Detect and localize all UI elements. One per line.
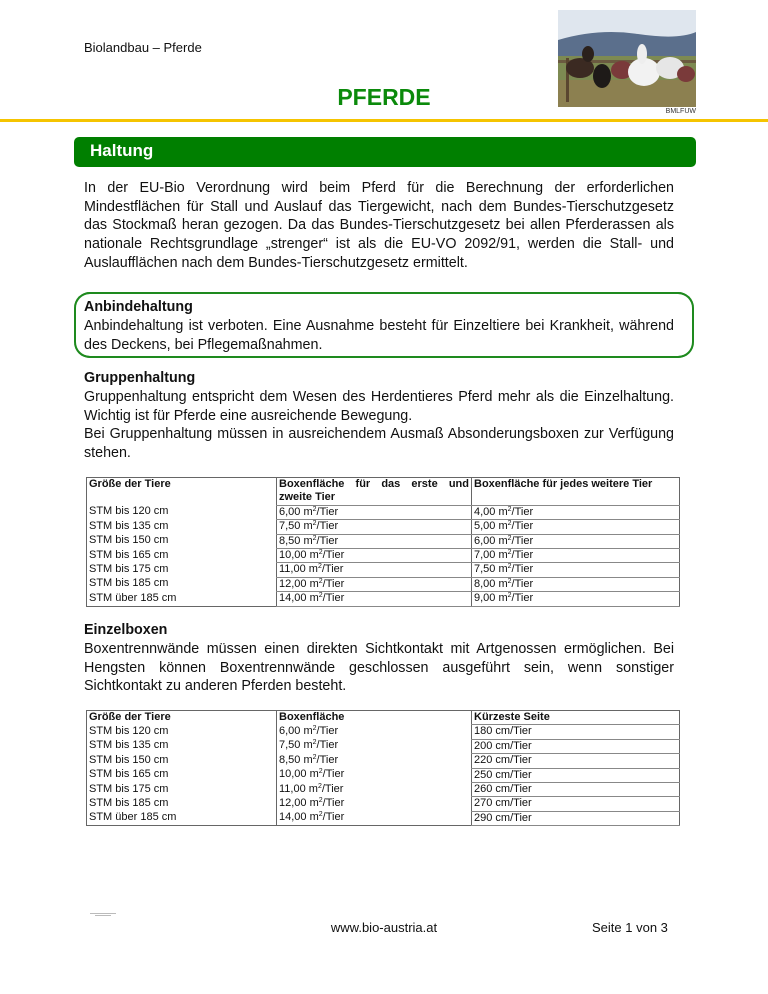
cell-further: [472, 534, 680, 548]
unit: /Tier: [511, 592, 534, 605]
cell-size: STM bis 175 cm: [87, 563, 277, 577]
cell-further: [472, 577, 680, 591]
table-row: [87, 768, 680, 782]
column-header-shortest-side: Kürzeste Seite: [472, 711, 680, 725]
cell-further: [472, 505, 680, 519]
unit: /Tier: [322, 577, 345, 590]
superscript: 2: [318, 768, 323, 776]
gruppenhaltung-paragraph-1: Gruppenhaltung entspricht dem Wesen des Herdentieres Pferd mehr als die Einzelhaltung. Wichtig ist für Pferde eine ausreichende Bewegung.: [84, 389, 674, 424]
cell-size: STM bis 150 cm: [87, 534, 277, 548]
superscript: 2: [507, 549, 512, 557]
superscript: 2: [312, 724, 317, 732]
cell-first-second: [277, 534, 472, 548]
cell-area-value: 14,00 m: [279, 811, 319, 824]
header-divider: [0, 119, 768, 122]
unit: /Tier: [322, 811, 345, 824]
cell-first-second-value: 11,00 m: [279, 563, 318, 576]
superscript: 2: [312, 753, 317, 761]
cell-shortest-side: 220 cm/Tier: [472, 754, 680, 768]
cell-size: STM bis 135 cm: [87, 520, 277, 534]
unit: /Tier: [322, 796, 345, 809]
unit: /Tier: [511, 549, 534, 562]
unit: /Tier: [322, 768, 345, 781]
cell-further: [472, 592, 680, 606]
page-title: PFERDE: [337, 84, 431, 110]
single-box-table: [86, 710, 680, 826]
unit: /Tier: [316, 520, 339, 533]
table-row: [87, 754, 680, 768]
footer-website-link[interactable]: www.bio-austria.at: [330, 920, 438, 935]
cell-first-second-value: 12,00 m: [279, 577, 319, 590]
einzelboxen-body: Boxentrennwände müssen einen direkten Sichtkontakt mit Artgenossen ermöglichen. Bei Hengsten können Boxentrennwände geschlossen ausgeführt sein, wenn sonstiger Sichtkontakt zu anderen Pferden besteht.: [84, 641, 674, 695]
cell-area: [277, 754, 472, 768]
cell-further-value: 7,00 m: [474, 549, 508, 562]
column-header-area: Boxenfläche: [277, 711, 472, 725]
cell-size: STM bis 120 cm: [87, 505, 277, 519]
table-row: [87, 725, 680, 739]
cell-further: [472, 520, 680, 534]
superscript: 2: [317, 782, 322, 790]
cell-further-value: 6,00 m: [474, 534, 508, 547]
cell-size: STM über 185 cm: [87, 811, 277, 825]
gruppenhaltung-body: [84, 388, 674, 463]
column-header-size: Größe der Tiere: [87, 478, 277, 506]
table-row: [87, 520, 680, 534]
cell-first-second-value: 14,00 m: [279, 592, 319, 605]
cell-size: STM bis 120 cm: [87, 725, 277, 739]
superscript: 2: [317, 563, 322, 571]
cell-further-value: 9,00 m: [474, 592, 508, 605]
cell-further: [472, 549, 680, 563]
superscript: 2: [507, 505, 512, 513]
unit: /Tier: [316, 534, 339, 547]
unit: /Tier: [511, 563, 534, 576]
table-header-row: [87, 711, 680, 725]
gruppenhaltung-paragraph-2: Bei Gruppenhaltung müssen in ausreichendem Ausmaß Absonderungsboxen zur Verfügung stehen.: [84, 426, 674, 462]
unit: /Tier: [321, 782, 344, 795]
cell-size: STM bis 135 cm: [87, 739, 277, 753]
unit: /Tier: [316, 724, 339, 737]
superscript: 2: [312, 520, 317, 528]
cell-size: STM bis 175 cm: [87, 783, 277, 797]
gruppenhaltung-heading: Gruppenhaltung: [84, 370, 196, 386]
footer-fineprint: [90, 913, 116, 918]
superscript: 2: [312, 534, 317, 542]
table-row: [87, 563, 680, 577]
cell-area-value: 12,00 m: [279, 796, 319, 809]
cell-further: [472, 563, 680, 577]
unit: /Tier: [511, 505, 534, 518]
superscript: 2: [318, 549, 323, 557]
unit: /Tier: [322, 549, 345, 562]
cell-first-second-value: 10,00 m: [279, 549, 319, 562]
cell-further-value: 8,00 m: [474, 577, 508, 590]
cell-shortest-side: 260 cm/Tier: [472, 783, 680, 797]
cell-area-value: 10,00 m: [279, 768, 319, 781]
unit: /Tier: [511, 577, 534, 590]
cell-size: STM bis 150 cm: [87, 754, 277, 768]
cell-shortest-side: 180 cm/Tier: [472, 725, 680, 739]
cell-shortest-side: 270 cm/Tier: [472, 797, 680, 811]
cell-further-value: 4,00 m: [474, 505, 508, 518]
unit: /Tier: [511, 520, 534, 533]
superscript: 2: [318, 796, 323, 804]
cell-first-second-value: 7,50 m: [279, 520, 313, 533]
table-row: [87, 592, 680, 606]
cell-area: [277, 797, 472, 811]
superscript: 2: [318, 592, 323, 600]
einzelboxen-heading: Einzelboxen: [84, 622, 168, 638]
unit: /Tier: [511, 534, 534, 547]
table-row: [87, 797, 680, 811]
superscript: 2: [312, 739, 317, 747]
group-housing-table: [86, 477, 680, 607]
cell-area: [277, 811, 472, 825]
superscript: 2: [507, 592, 512, 600]
table-row: [87, 811, 680, 825]
superscript: 2: [507, 534, 512, 542]
cell-size: STM bis 185 cm: [87, 577, 277, 591]
running-header: Biolandbau – Pferde: [84, 40, 202, 55]
superscript: 2: [312, 505, 317, 513]
cell-area: [277, 768, 472, 782]
cell-area-value: 11,00 m: [279, 782, 318, 795]
cell-shortest-side: 250 cm/Tier: [472, 768, 680, 782]
cell-area: [277, 783, 472, 797]
cell-size: STM über 185 cm: [87, 592, 277, 606]
unit: /Tier: [316, 739, 339, 752]
cell-first-second: [277, 577, 472, 591]
column-header-further: Boxenfläche für jedes weitere Tier: [472, 478, 680, 506]
cell-area: [277, 739, 472, 753]
cell-first-second-value: 8,50 m: [279, 534, 313, 547]
table-row: [87, 505, 680, 519]
cell-further-value: 5,00 m: [474, 520, 508, 533]
intro-paragraph: In der EU-Bio Verordnung wird beim Pferd für die Berechnung der erforderlichen Mindestflächen für Stall und Auslauf das Tiergewicht, nach dem Bundes-Tierschutzgesetz das Stockmaß heran gezogen. Da das Bundes-Tierschutzgesetz bei allen Pferderassen als nationale Rechtsgrundlage „strenger“ ist als die EU-VO 2092/91, werden die Stall- und Auslaufflächen nach dem Bundes-Tierschutzgesetz ermittelt.: [84, 180, 674, 271]
cell-size: STM bis 185 cm: [87, 797, 277, 811]
superscript: 2: [318, 811, 323, 819]
callout-heading: Anbindehaltung: [84, 299, 193, 315]
superscript: 2: [507, 520, 512, 528]
callout-body: Anbindehaltung ist verboten. Eine Ausnahme besteht für Einzeltiere bei Krankheit, während des Deckens, bei Pflegemaßnahmen.: [84, 318, 674, 353]
section-heading: Haltung: [90, 141, 154, 160]
unit: /Tier: [316, 753, 339, 766]
unit: /Tier: [321, 563, 344, 576]
table-row: [87, 534, 680, 548]
section-heading-bar: [74, 137, 696, 167]
superscript: 2: [318, 577, 323, 585]
column-header-size: Größe der Tiere: [87, 711, 277, 725]
cell-size: STM bis 165 cm: [87, 768, 277, 782]
page-number: Seite 1 von 3: [592, 920, 668, 935]
cell-first-second: [277, 505, 472, 519]
cell-first-second-value: 6,00 m: [279, 505, 313, 518]
cell-first-second: [277, 563, 472, 577]
table-row: [87, 577, 680, 591]
superscript: 2: [507, 577, 512, 585]
photo-credit: BMLFUW: [665, 108, 696, 115]
table-row: [87, 739, 680, 753]
cell-shortest-side: 200 cm/Tier: [472, 739, 680, 753]
cell-first-second: [277, 549, 472, 563]
cell-size: STM bis 165 cm: [87, 549, 277, 563]
cell-shortest-side: 290 cm/Tier: [472, 811, 680, 825]
superscript: 2: [507, 563, 512, 571]
unit: /Tier: [316, 505, 339, 518]
cell-area-value: 7,50 m: [279, 739, 313, 752]
cell-area-value: 8,50 m: [279, 753, 313, 766]
table-row: [87, 549, 680, 563]
cell-area-value: 6,00 m: [279, 724, 313, 737]
table-row: [87, 783, 680, 797]
cell-further-value: 7,50 m: [474, 563, 508, 576]
table-header-row: [87, 478, 680, 506]
cell-first-second: [277, 520, 472, 534]
cell-first-second: [277, 592, 472, 606]
column-header-first-second: Boxenfläche für das erste und zweite Tier: [277, 478, 472, 506]
cell-area: [277, 725, 472, 739]
unit: /Tier: [322, 592, 345, 605]
